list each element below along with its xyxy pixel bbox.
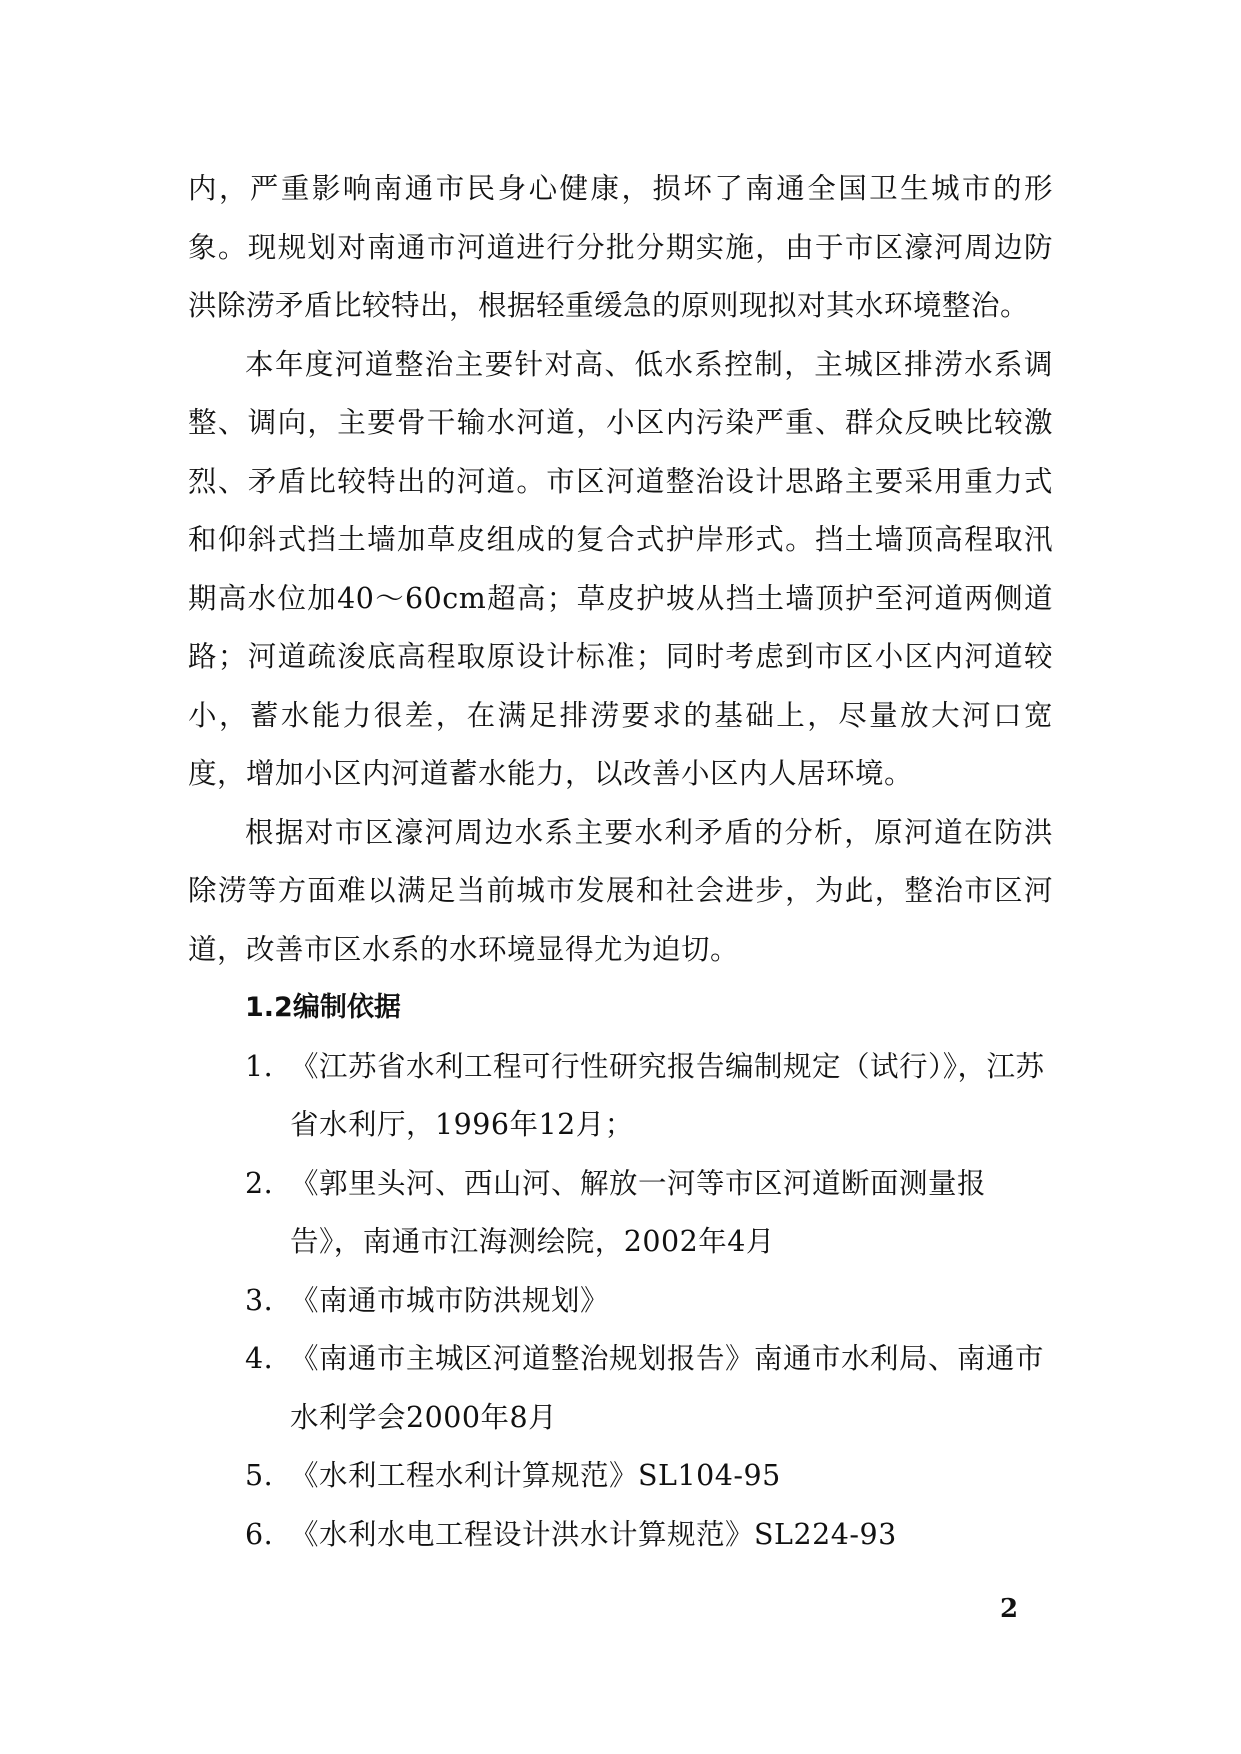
reference-item xyxy=(188,1506,1053,1565)
reference-item xyxy=(188,1155,1053,1272)
document-body xyxy=(188,160,1053,1564)
reference-text: 《江苏省水利工程可行性研究报告编制规定（试行）》，江苏省水利厅，1996年12月； xyxy=(290,1049,1045,1141)
reference-text: 《水利水电工程设计洪水计算规范》SL224-93 xyxy=(290,1517,897,1551)
reference-text: 《郭里头河、西山河、解放一河等市区河道断面测量报告》，南通市江海测绘院，2002年4月 xyxy=(290,1166,987,1258)
reference-number: 6. xyxy=(245,1517,274,1551)
paragraph-continuation: 内，严重影响南通市民身心健康，损坏了南通全国卫生城市的形象。现规划对南通市河道进行分批分期实施，由于市区濠河周边防洪除涝矛盾比较特出，根据轻重缓急的原则现拟对其水环境整治。 xyxy=(188,172,1053,322)
paragraph-urgency: 根据对市区濠河周边水系主要水利矛盾的分析，原河道在防洪除涝等方面难以满足当前城市发展和社会进步，为此，整治市区河道，改善市区水系的水环境显得尤为迫切。 xyxy=(188,815,1053,966)
reference-number: 3. xyxy=(245,1283,274,1317)
reference-item xyxy=(188,1330,1053,1447)
reference-item xyxy=(188,1038,1053,1155)
reference-text: 《水利工程水利计算规范》SL104-95 xyxy=(290,1459,781,1492)
section-heading: 1.2编制依据 xyxy=(245,992,401,1023)
reference-number: 5. xyxy=(245,1459,274,1492)
reference-item xyxy=(188,1272,1053,1331)
reference-text: 《南通市城市防洪规划》 xyxy=(290,1283,610,1317)
reference-number: 1. xyxy=(245,1049,274,1083)
reference-item xyxy=(188,1447,1053,1506)
paragraph-river-remediation-plan: 本年度河道整治主要针对高、低水系控制，主城区排涝水系调整、调向，主要骨干输水河道，小区内污染严重、群众反映比较激烈、矛盾比较特出的河道。市区河道整治设计思路主要采用重力式和仰斜式挡土墙加草皮组成的复合式护岸形式。挡土墙顶高程取汛期高水位加40～60cm超高；草皮护坡从挡土墙顶护至河道两侧道路；河道疏浚底高程取原设计标准；同时考虑到市区小区内河道较小，蓄水能力很差，在满足排涝要求的基础上，尽量放大河口宽度，增加小区内河道蓄水能力，以改善小区内人居环境。 xyxy=(188,347,1053,790)
reference-text: 《南通市主城区河道整治规划报告》南通市水利局、南通市水利学会2000年8月 xyxy=(290,1342,1045,1434)
reference-list xyxy=(188,1038,1053,1565)
reference-number: 4. xyxy=(245,1342,274,1375)
reference-number: 2. xyxy=(245,1166,274,1200)
page-number: 2 xyxy=(1000,1594,1019,1624)
